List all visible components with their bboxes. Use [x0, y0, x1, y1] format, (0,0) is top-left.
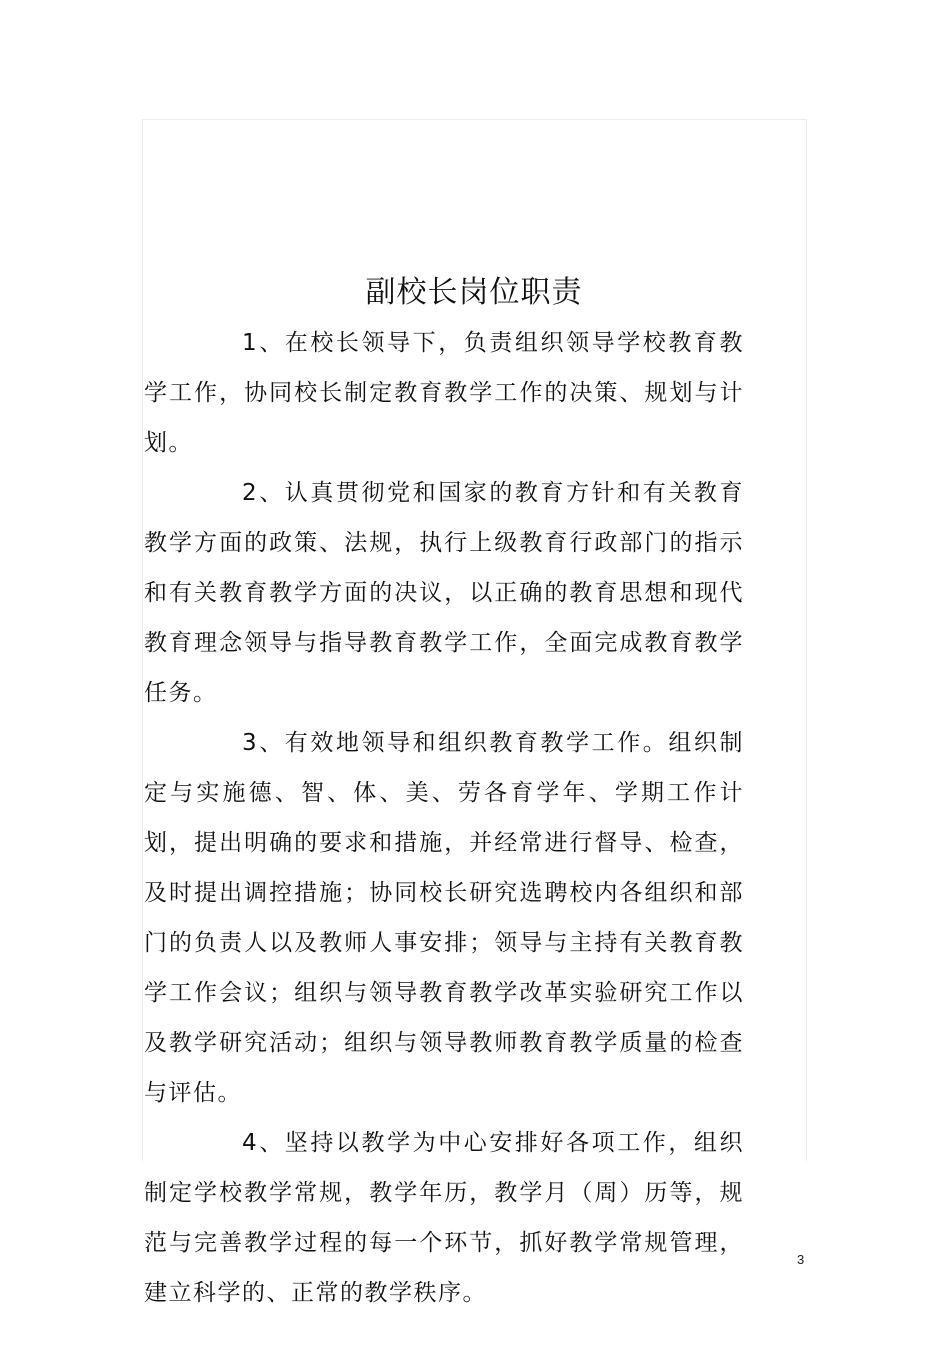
page-number: 3: [797, 1252, 805, 1267]
page-frame-right-border: [806, 119, 807, 1161]
paragraph-4: 4、坚持以教学为中心安排好各项工作，组织制定学校教学常规，教学年历，教学月（周）历等，规范与完善教学过程的每一个环节，抓好教学常规管理，建立科学的、正常的教学秩序。: [144, 1130, 744, 1306]
document-body: [144, 318, 744, 1318]
page-frame-top-border: [142, 119, 807, 120]
document-title: 副校长岗位职责: [365, 275, 583, 310]
paragraph-2: 2、认真贯彻党和国家的教育方针和有关教育教学方面的政策、法规，执行上级教育行政部门的指示和有关教育教学方面的决议，以正确的教育思想和现代教育理念领导与指导教育教学工作，全面完成教育教学任务。: [144, 480, 744, 706]
paragraph-3: 3、有效地领导和组织教育教学工作。组织制定与实施德、智、体、美、劳各育学年、学期工作计划，提出明确的要求和措施，并经常进行督导、检查，及时提出调控措施；协同校长研究选聘校内各组织和部门的负责人以及教师人事安排；领导与主持有关教育教学工作会议；组织与领导教育教学改革实验研究工作以及教学研究活动；组织与领导教师教育教学质量的检查与评估。: [144, 730, 744, 1106]
paragraph-1: 1、在校长领导下，负责组织领导学校教育教学工作，协同校长制定教育教学工作的决策、规划与计划。: [144, 330, 744, 456]
